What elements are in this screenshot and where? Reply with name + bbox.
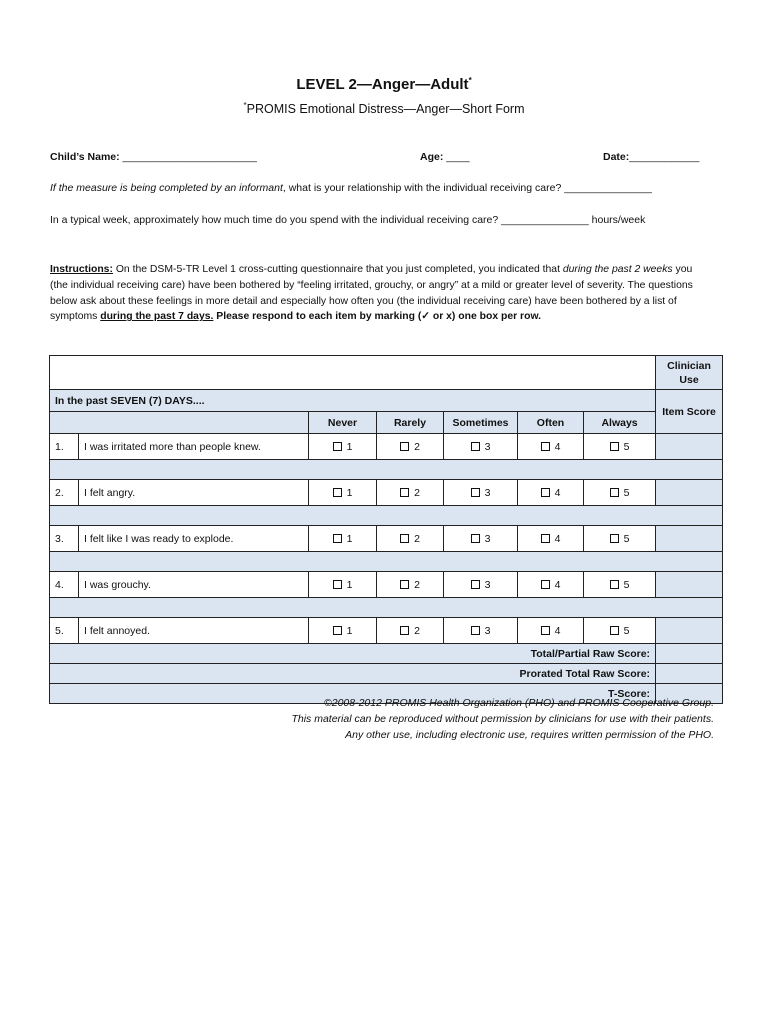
option-never-checkbox[interactable]: 1: [309, 434, 377, 460]
row-spacer: [50, 598, 723, 618]
item-text: I was irritated more than people knew.: [79, 434, 309, 460]
period-label: In the past SEVEN (7) DAYS....: [50, 390, 656, 412]
option-sometimes-checkbox[interactable]: 3: [444, 572, 518, 598]
copyright-footer: [291, 695, 714, 743]
checkbox-icon[interactable]: [333, 626, 342, 635]
checkbox-icon[interactable]: [541, 626, 550, 635]
option-sometimes-checkbox[interactable]: 3: [444, 480, 518, 506]
columns-blank: [50, 412, 309, 434]
prorated-total-raw-score-cell[interactable]: [656, 664, 723, 684]
checkbox-icon[interactable]: [610, 442, 619, 451]
prorated-total-raw-score-label: Prorated Total Raw Score:: [50, 664, 656, 684]
column-header-often: Often: [518, 412, 584, 434]
option-always-checkbox[interactable]: 5: [584, 480, 656, 506]
option-rarely-checkbox[interactable]: 2: [377, 434, 444, 460]
row-spacer: [50, 506, 723, 526]
checkbox-icon[interactable]: [471, 488, 480, 497]
item-score-cell[interactable]: [656, 572, 723, 598]
checkbox-icon[interactable]: [541, 442, 550, 451]
footer-line: This material can be reproduced without permission by clinicians for use with their patients.: [291, 713, 714, 725]
option-sometimes-checkbox[interactable]: 3: [444, 618, 518, 644]
option-often-checkbox[interactable]: 4: [518, 526, 584, 552]
checkbox-icon[interactable]: [333, 580, 342, 589]
table-header-blank: [50, 356, 656, 390]
option-never-checkbox[interactable]: 1: [309, 480, 377, 506]
row-spacer: [50, 460, 723, 480]
option-always-checkbox[interactable]: 5: [584, 434, 656, 460]
item-score-cell[interactable]: [656, 480, 723, 506]
total-partial-raw-score-label: Total/Partial Raw Score:: [50, 644, 656, 664]
informant-relationship-field[interactable]: If the measure is being completed by an informant, what is your relationship with the individual receiving care? _______________: [50, 182, 652, 194]
page-subtitle: *PROMIS Emotional Distress—Anger—Short Form: [243, 101, 525, 117]
instructions-paragraph: Instructions: On the DSM-5-TR Level 1 cross-cutting questionnaire that you just completed, you indicated that during the past 2 weeks you (the individual receiving care) have been bothered by “feeling irritated, grouchy, or angry” at a mild or greater level of severity. The questions below ask about these feelings in more detail and especially how often you (the individual receiving care) have been bothered by a list of symptoms during the past 7 days. Please respond to each item by marking (✓ or x) one box per row.: [50, 264, 693, 323]
column-header-sometimes: Sometimes: [444, 412, 518, 434]
option-often-checkbox[interactable]: 4: [518, 434, 584, 460]
checkbox-icon[interactable]: [333, 534, 342, 543]
checkbox-icon[interactable]: [400, 442, 409, 451]
item-score-header: Item Score: [656, 390, 723, 434]
checkbox-icon[interactable]: [333, 442, 342, 451]
total-partial-raw-score-cell[interactable]: [656, 644, 723, 664]
table-row: [50, 434, 723, 460]
table-row: [50, 618, 723, 644]
checkbox-icon[interactable]: [400, 626, 409, 635]
table-row: [50, 526, 723, 552]
clinician-use-header: Clinician Use: [656, 356, 723, 390]
option-rarely-checkbox[interactable]: 2: [377, 572, 444, 598]
option-never-checkbox[interactable]: 1: [309, 618, 377, 644]
column-header-rarely: Rarely: [377, 412, 444, 434]
option-never-checkbox[interactable]: 1: [309, 526, 377, 552]
item-text: I felt annoyed.: [79, 618, 309, 644]
page-title: LEVEL 2—Anger—Adult*: [296, 76, 472, 93]
option-often-checkbox[interactable]: 4: [518, 572, 584, 598]
column-header-always: Always: [584, 412, 656, 434]
option-always-checkbox[interactable]: 5: [584, 526, 656, 552]
option-rarely-checkbox[interactable]: 2: [377, 480, 444, 506]
option-rarely-checkbox[interactable]: 2: [377, 618, 444, 644]
anger-questionnaire-table: [49, 355, 723, 704]
checkbox-icon[interactable]: [610, 626, 619, 635]
item-number: 1.: [50, 434, 79, 460]
item-number: 4.: [50, 572, 79, 598]
item-text: I felt angry.: [79, 480, 309, 506]
checkbox-icon[interactable]: [333, 488, 342, 497]
checkbox-icon[interactable]: [471, 626, 480, 635]
checkbox-icon[interactable]: [541, 580, 550, 589]
checkbox-icon[interactable]: [471, 442, 480, 451]
item-score-cell[interactable]: [656, 618, 723, 644]
item-number: 3.: [50, 526, 79, 552]
option-rarely-checkbox[interactable]: 2: [377, 526, 444, 552]
item-text: I felt like I was ready to explode.: [79, 526, 309, 552]
item-score-cell[interactable]: [656, 434, 723, 460]
checkbox-icon[interactable]: [471, 534, 480, 543]
checkbox-icon[interactable]: [541, 488, 550, 497]
t-score-label: T-Score:: [50, 684, 656, 704]
row-spacer: [50, 552, 723, 572]
option-always-checkbox[interactable]: 5: [584, 572, 656, 598]
option-sometimes-checkbox[interactable]: 3: [444, 526, 518, 552]
option-always-checkbox[interactable]: 5: [584, 618, 656, 644]
checkbox-icon[interactable]: [400, 534, 409, 543]
footer-line: ©2008-2012 PROMIS Health Organization (PHO) and PROMIS Cooperative Group.: [324, 697, 714, 709]
item-score-cell[interactable]: [656, 526, 723, 552]
item-text: I was grouchy.: [79, 572, 309, 598]
table-row: [50, 480, 723, 506]
time-spent-field[interactable]: In a typical week, approximately how much time do you spend with the individual receiving care? _______________ hours/week: [50, 214, 646, 226]
option-often-checkbox[interactable]: 4: [518, 480, 584, 506]
item-number: 2.: [50, 480, 79, 506]
column-header-never: Never: [309, 412, 377, 434]
child-name-field[interactable]: Child’s Name: _______________________: [50, 151, 257, 163]
footer-line: Any other use, including electronic use, requires written permission of the PHO.: [345, 729, 714, 741]
checkbox-icon[interactable]: [541, 534, 550, 543]
option-never-checkbox[interactable]: 1: [309, 572, 377, 598]
date-field[interactable]: Date:____________: [603, 151, 700, 163]
option-often-checkbox[interactable]: 4: [518, 618, 584, 644]
checkbox-icon[interactable]: [610, 488, 619, 497]
checkbox-icon[interactable]: [400, 488, 409, 497]
option-sometimes-checkbox[interactable]: 3: [444, 434, 518, 460]
item-number: 5.: [50, 618, 79, 644]
checkbox-icon[interactable]: [471, 580, 480, 589]
age-field[interactable]: Age: ____: [420, 151, 470, 163]
checkbox-icon[interactable]: [610, 580, 619, 589]
table-row: [50, 572, 723, 598]
checkbox-icon[interactable]: [400, 580, 409, 589]
checkbox-icon[interactable]: [610, 534, 619, 543]
